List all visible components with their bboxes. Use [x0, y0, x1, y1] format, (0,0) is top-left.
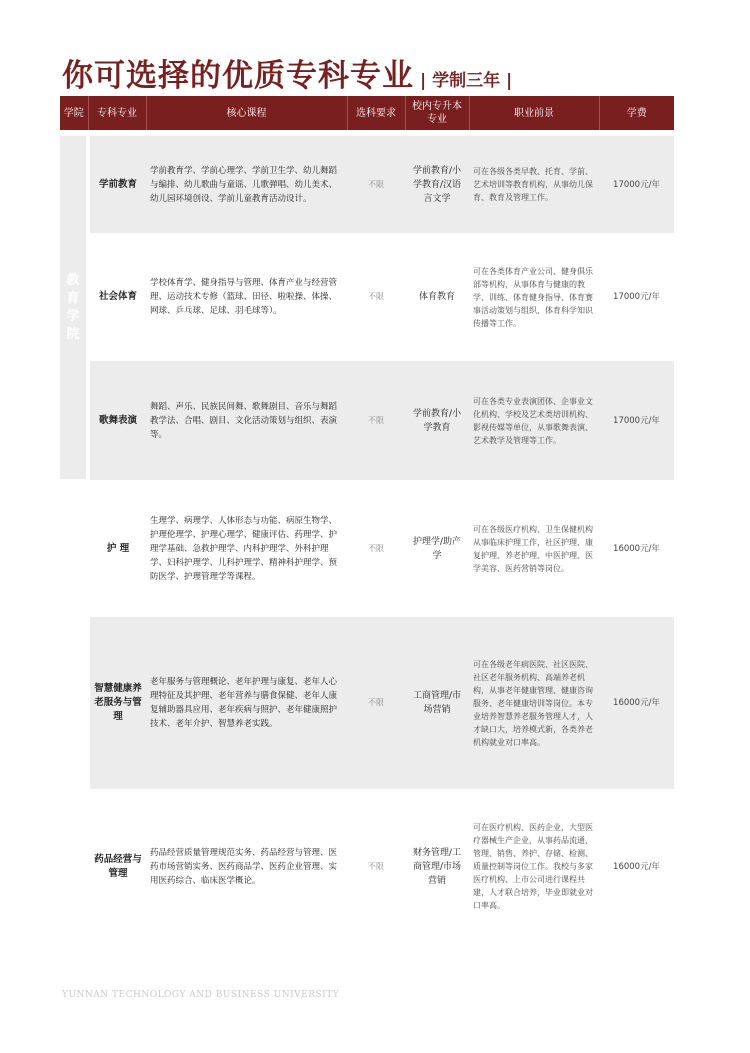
- table-header-row: [60, 96, 674, 130]
- college-cell: 教育学院: [60, 136, 88, 480]
- core-courses: 舞蹈、声乐、民族民间舞、歌舞剧目、音乐与舞蹈教学法、合唱、剧目、文化活动策划与组织、表演等。: [146, 361, 347, 480]
- tuition-fee: 17000元/年: [599, 233, 674, 361]
- page-title: [62, 50, 512, 95]
- requirement: 不限: [347, 233, 405, 361]
- major-name: 歌舞表演: [88, 361, 146, 480]
- requirement: 不限: [347, 789, 405, 944]
- header-major: 专科专业: [88, 96, 146, 130]
- core-courses: 学校体育学、健身指导与管理、体育产业与经营管理、运动技术专修（篮球、田径、啦啦操、体操、网球、乒乓球、足球、羽毛球等）。: [146, 233, 347, 361]
- title-sub: | 学制三年 |: [420, 71, 513, 91]
- major-name: 药品经营与管理: [88, 789, 146, 944]
- core-courses: 药品经营质量管理规范实务、药品经营与管理、医药市场营销实务、医药商品学、医药企业管理、实用医药综合、临床医学概论。: [146, 789, 347, 944]
- requirement: 不限: [347, 361, 405, 480]
- header-requirement: 选科要求: [347, 96, 405, 130]
- career-prospect: 可在各类体育产业公司、健身俱乐部等机构，从事体育与健康的教学、训练、体育健身指导、体育赛事活动策划与组织、体育科学知识传播等工作。: [469, 233, 599, 361]
- table-row: [60, 480, 674, 617]
- career-prospect: 可在各级各类早教、托育、学前、艺术培训等教育机构，从事幼儿保育、教育及管理工作。: [469, 136, 599, 233]
- career-prospect: 可在医疗机构、医药企业，大型医疗器械生产企业，从事药品流通、管理、销售、养护、存储、检测、质量控制等岗位工作。我校与多家医疗机构、上市公司进行课程共建，人才联合培养，毕业即就业对口率高。: [469, 789, 599, 944]
- requirement: 不限: [347, 617, 405, 789]
- upgrade-major: 工商管理/市场营销: [405, 617, 469, 789]
- tuition-fee: 16000元/年: [599, 617, 674, 789]
- table-row: [60, 617, 674, 789]
- upgrade-major: 财务管理/工商管理/市场营销: [405, 789, 469, 944]
- tuition-fee: 17000元/年: [599, 361, 674, 480]
- majors-table: [60, 96, 674, 945]
- table-row: [60, 789, 674, 944]
- table-row: [60, 361, 674, 480]
- career-prospect: 可在各类专业表演团体、企事业文化机构、学校及艺术类培训机构、影视传媒等单位，从事歌舞表演、艺术教学及管理等工作。: [469, 361, 599, 480]
- upgrade-major: 学前教育/小学教育/汉语言文学: [405, 136, 469, 233]
- tuition-fee: 16000元/年: [599, 789, 674, 944]
- college-cell: 大健康学院: [60, 480, 88, 944]
- upgrade-major: 护理学/助产学: [405, 480, 469, 617]
- header-courses: 核心课程: [146, 96, 347, 130]
- header-career: 职业前景: [469, 96, 599, 130]
- upgrade-major: 学前教育/小学教育: [405, 361, 469, 480]
- footer-university-name: YUNNAN TECHNOLOGY AND BUSINESS UNIVERSITY: [62, 990, 340, 1000]
- upgrade-major: 体育教育: [405, 233, 469, 361]
- header-upgrade: 校内专升本专业: [405, 96, 469, 130]
- core-courses: 生理学、病理学、人体形态与功能、病原生物学、护理伦理学、护理心理学、健康评估、药理学、护理学基础、急救护理学、内科护理学、外科护理学、妇科护理学、儿科护理学、精神科护理学、预防医学、护理管理学等课程。: [146, 480, 347, 617]
- major-name: 社会体育: [88, 233, 146, 361]
- major-name: 学前教育: [88, 136, 146, 233]
- requirement: 不限: [347, 480, 405, 617]
- title-main: 你可选择的优质专科专业: [62, 58, 414, 94]
- table-row: [60, 136, 674, 233]
- tuition-fee: 17000元/年: [599, 136, 674, 233]
- requirement: 不限: [347, 136, 405, 233]
- tuition-fee: 16000元/年: [599, 480, 674, 617]
- table-row: [60, 233, 674, 361]
- header-fee: 学费: [599, 96, 674, 130]
- career-prospect: 可在各级老年病医院、社区医院、社区老年服务机构、高端养老机构，从事老年健康管理、健康咨询服务、老年健康培训等岗位。本专业培养智慧养老服务管理人才，人才缺口大，培养模式新，各类养老机构就业对口率高。: [469, 617, 599, 789]
- header-college: 学院: [60, 96, 88, 130]
- major-name: 智慧健康养老服务与管理: [88, 617, 146, 789]
- major-name: 护 理: [88, 480, 146, 617]
- core-courses: 学前教育学、学前心理学、学前卫生学、幼儿舞蹈与编排、幼儿歌曲与童谣、儿歌弹唱、幼儿美术、幼儿园环境创设、学前儿童教育活动设计。: [146, 136, 347, 233]
- career-prospect: 可在各级医疗机构、卫生保健机构从事临床护理工作，社区护理、康复护理、养老护理、中医护理、医学美容、医药营销等岗位。: [469, 480, 599, 617]
- core-courses: 老年服务与管理概论、老年护理与康复、老年人心理特征及其护理、老年营养与膳食保健、老年人康复辅助器具应用、老年疾病与照护、老年健康照护技术、老年介护、智慧养老实践。: [146, 617, 347, 789]
